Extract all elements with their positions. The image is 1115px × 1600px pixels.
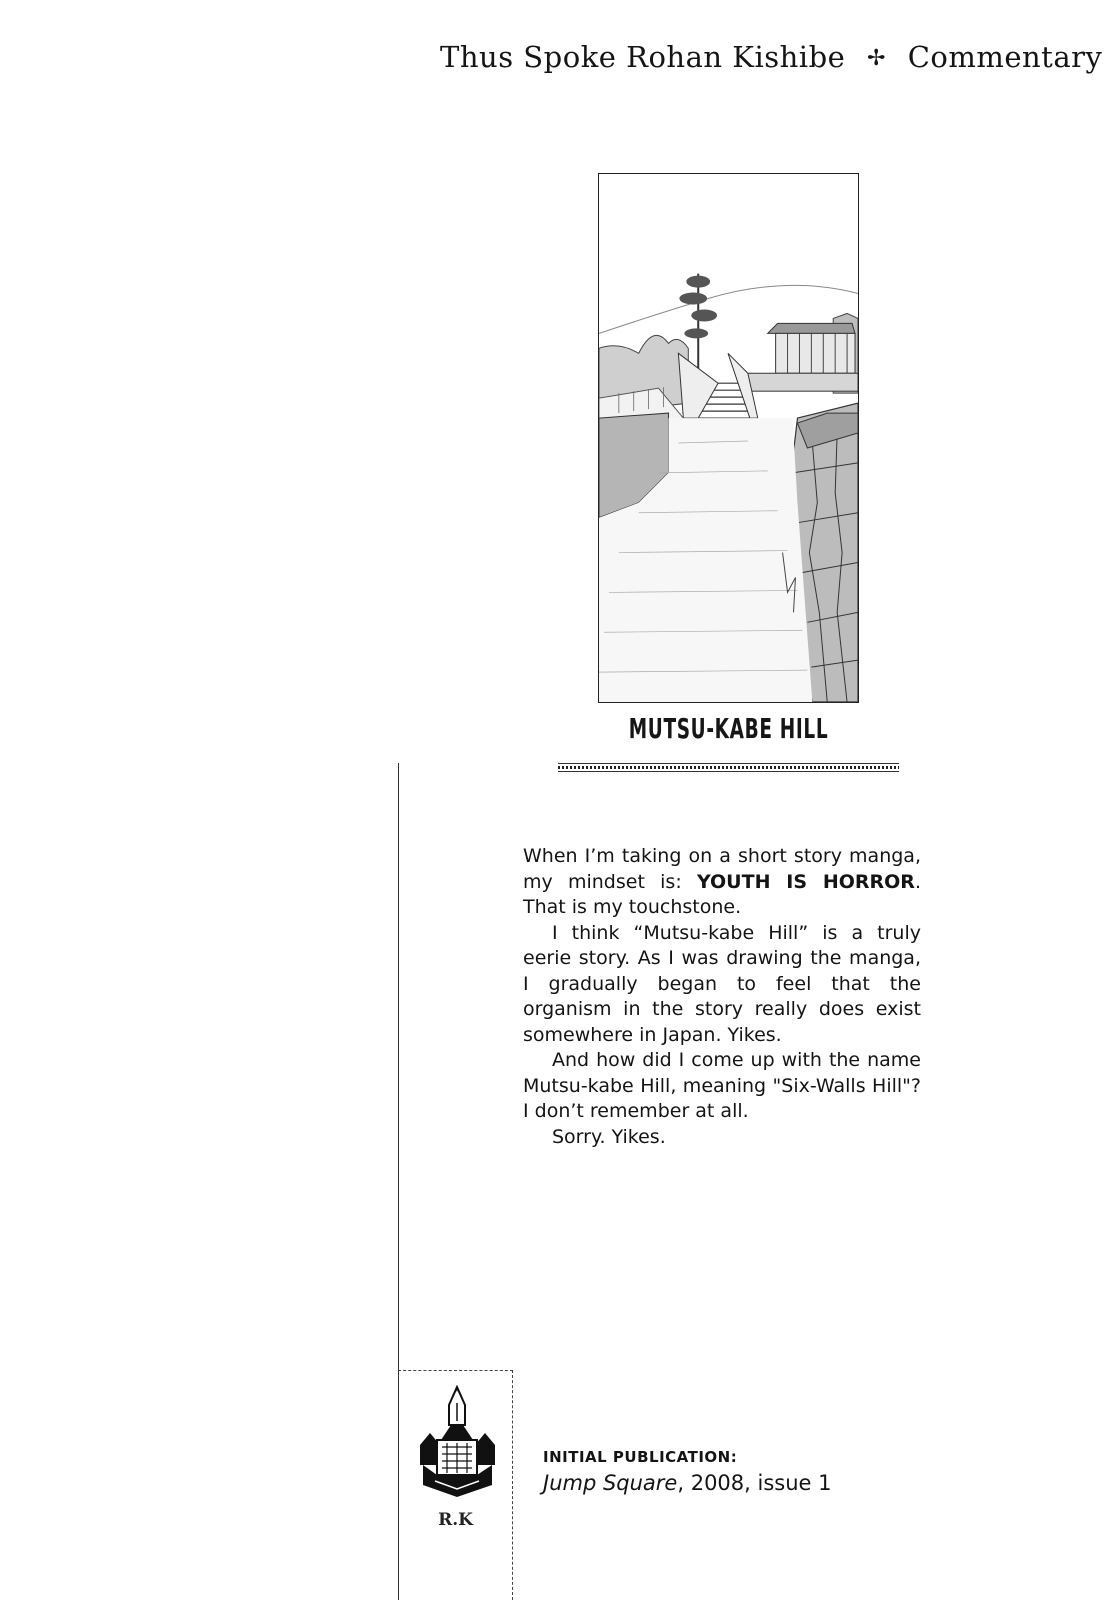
manga-panel-illustration [598, 173, 859, 703]
emphasis-text: YOUTH IS HORROR [696, 870, 915, 893]
header-series-title: Thus Spoke Rohan Kishibe [440, 40, 846, 74]
path-to-house-drawing [599, 174, 858, 702]
emblem-initials: R.K [438, 1510, 473, 1530]
commentary-paragraph-1: When I’m taking on a short story manga, my mindset is: YOUTH IS HORROR. That is my touchstone. [523, 845, 921, 918]
commentary-paragraph-4: Sorry. Yikes. [552, 1125, 666, 1148]
magazine-name: Jump Square [543, 1471, 678, 1495]
publication-details: , 2008, issue 1 [677, 1471, 832, 1495]
commentary-paragraph-3: And how did I come up with the name Mutsu-kabe Hill, meaning "Six-Walls Hill"? I don’t remember at all. [523, 1049, 921, 1122]
title-decorative-rule [558, 763, 899, 772]
publication-info [543, 1471, 832, 1495]
publication-label: INITIAL PUBLICATION: [543, 1448, 738, 1466]
page-header [440, 40, 1103, 74]
cross-ornament-icon: ✢ [867, 46, 886, 71]
commentary-text [523, 844, 921, 1150]
commentary-paragraph-2: I think “Mutsu-kabe Hill” is a truly eerie story. As I was drawing the manga, I gradually began to feel that the organism in the story really does exist somewhere in Japan. Yikes. [523, 921, 921, 1046]
chapter-title: MUTSU-KABE HILL [628, 712, 829, 745]
rk-emblem-icon [415, 1385, 500, 1505]
header-section-title: Commentary [907, 40, 1103, 74]
